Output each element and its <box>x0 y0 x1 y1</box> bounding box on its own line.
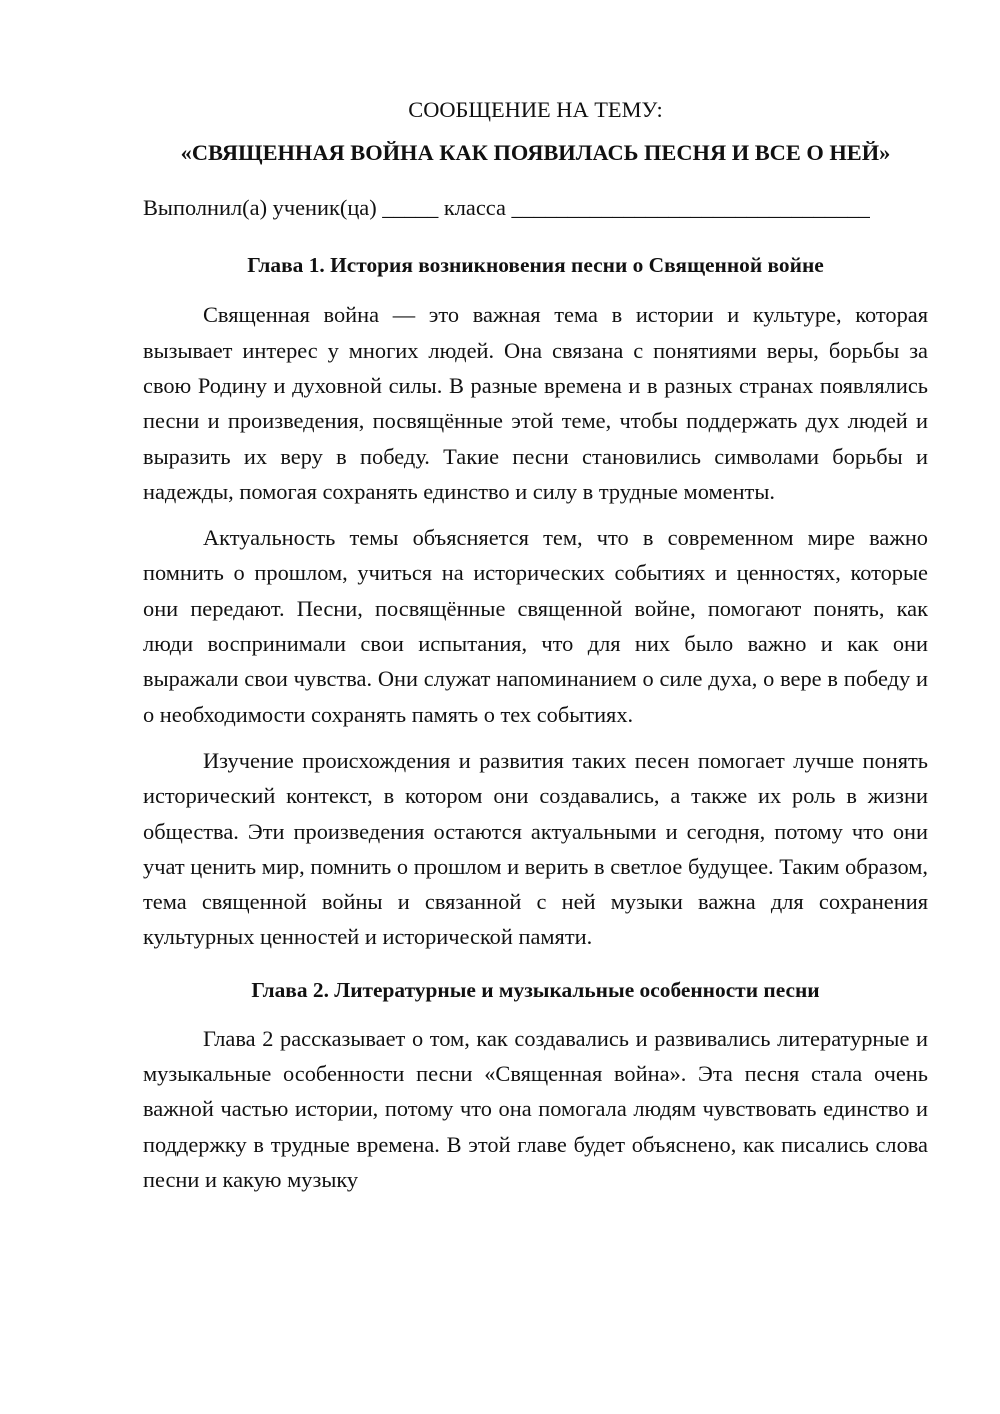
author-line: Выполнил(а) ученик(ца) _____ класса ________________________________ <box>143 195 870 220</box>
chapter-1-paragraph-1: Священная война — это важная тема в истории и культуре, которая вызывает интерес у многих людей. Она связана с понятиями веры, борьбы за свою Родину и духовной силы. В разные времена и в разных странах появлялись песни и произведения, посвящённые этой теме, чтобы поддержать дух людей и выразить их веру в победу. Такие песни становились символами борьбы и надежды, помогая сохранять единство и силу в трудные моменты. <box>143 302 928 504</box>
chapter-2-heading: Глава 2. Литературные и музыкальные особенности песни <box>251 977 820 1002</box>
chapter-1-paragraph-2: Актуальность темы объясняется тем, что в современном мире важно помнить о прошлом, учиться на исторических событиях и ценностях, которые они передают. Песни, посвящённые священной войне, помогают понять, как люди воспринимали свои испытания, что для них было важно и как они выражали свои чувства. Они служат напоминанием о силе духа, о вере в победу и о необходимости сохранять память о тех событиях. <box>143 525 928 727</box>
document-title-line-1: СООБЩЕНИЕ НА ТЕМУ: <box>408 97 663 122</box>
chapter-1-heading: Глава 1. История возникновения песни о Священной войне <box>247 253 824 278</box>
chapter-2-paragraph-1: Глава 2 рассказывает о том, как создавались и развивались литературные и музыкальные особенности песни «Священная война». Эта песня стала очень важной частью истории, потому что она помогала людям чувствовать единство и поддержку в трудные времена. В этой главе будет объяснено, как писались слова песни и какую музыку <box>143 1025 928 1192</box>
chapter-1-paragraph-3: Изучение происхождения и развития таких песен помогает лучше понять исторический контекст, в котором они создавались, а также их роль в жизни общества. Эти произведения остаются актуальными и сегодня, потому что они учат ценить мир, помнить о прошлом и верить в светлое будущее. Таким образом, тема священной войны и связанной с ней музыки важна для сохранения культурных ценностей и исторической памяти. <box>143 747 928 950</box>
document-title-line-2: «СВЯЩЕННАЯ ВОЙНА КАК ПОЯВИЛАСЬ ПЕСНЯ И ВСЕ О НЕЙ» <box>180 140 891 165</box>
